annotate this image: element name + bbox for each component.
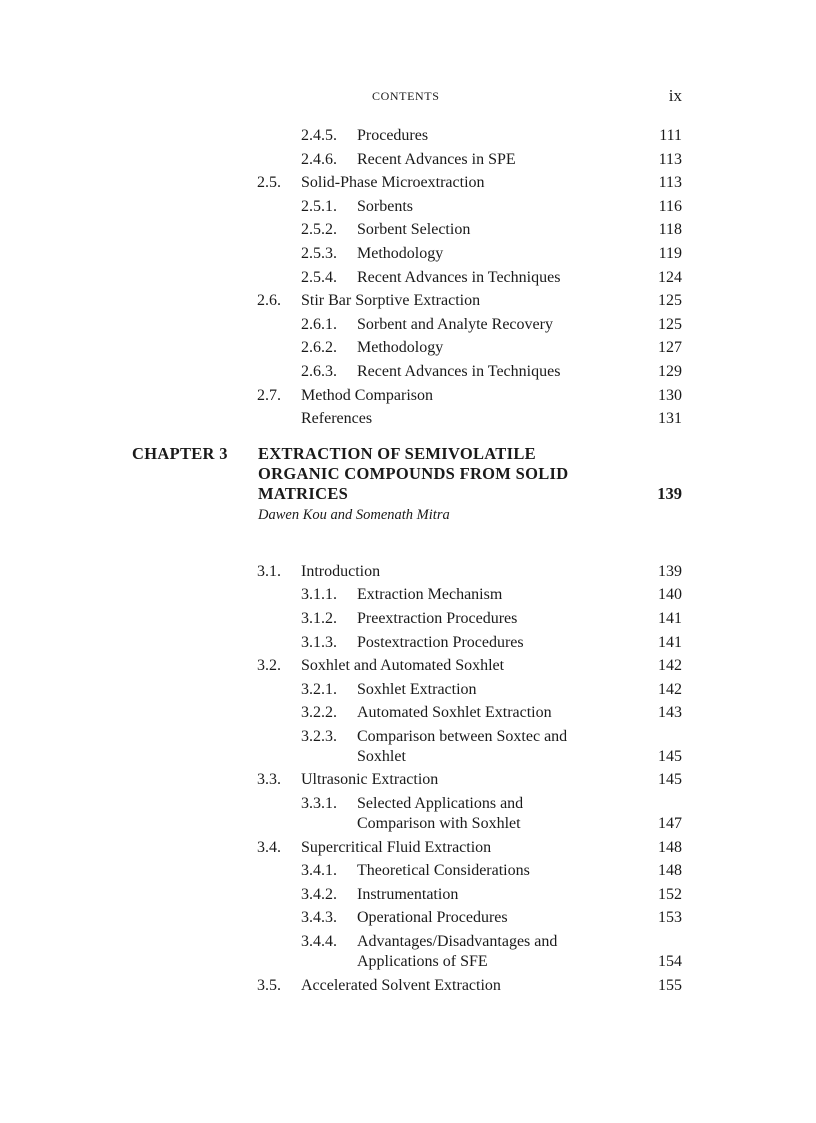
toc-entry-title: Ultrasonic Extraction (301, 771, 439, 789)
chapter-title-line: MATRICES (258, 484, 349, 504)
toc-entry-number: 2.5. (257, 174, 281, 192)
toc-entry (0, 607, 816, 631)
toc-entry-title: Method Comparison (301, 386, 433, 404)
toc-entry-page: 111 (659, 127, 682, 144)
toc-entry-title: Recent Advances in Techniques (357, 362, 561, 380)
chapter-title-line: EXTRACTION OF SEMIVOLATILE (258, 443, 536, 463)
chapter-label: CHAPTER 3 (132, 443, 228, 463)
toc-entry-number: 3.1.1. (301, 586, 337, 604)
toc-entry-title-line: Applications of SFE (357, 953, 488, 971)
toc-entry (0, 631, 816, 655)
toc-entry (0, 171, 816, 195)
toc-entry-title: Methodology (357, 339, 444, 357)
toc-entry-number: 3.1.2. (301, 609, 337, 627)
toc-entry-number: 2.5.2. (301, 221, 337, 239)
toc-entry-title: Recent Advances in SPE (357, 150, 516, 168)
toc-entry-title-line: Comparison with Soxhlet (357, 815, 521, 833)
toc-entry-number: 2.5.4. (301, 268, 337, 286)
toc-entry-title: Operational Procedures (357, 909, 508, 927)
chapter-heading (0, 444, 816, 560)
toc-entry-number: 3.2.3. (301, 727, 337, 745)
toc-entry-title: Stir Bar Sorptive Extraction (301, 292, 481, 310)
toc-entry-number: 3.4.4. (301, 933, 337, 951)
toc-entry-number: 2.5.3. (301, 244, 337, 262)
toc-entry-page: 148 (658, 862, 682, 880)
toc-entry (0, 974, 816, 998)
toc-entry-title: References (301, 410, 373, 428)
toc-entry-title-line: Soxhlet (357, 747, 406, 765)
toc-entry-title-line: Comparison between Soxtec and (357, 727, 568, 745)
toc-entry-page: 125 (658, 292, 682, 310)
toc-entry-number: 2.4.5. (301, 127, 337, 144)
table-of-contents (0, 124, 816, 997)
toc-entry-page: 116 (658, 197, 682, 215)
toc-entry-number: 2.6. (257, 292, 281, 310)
toc-entry-page: 113 (658, 150, 682, 168)
toc-entry-page: 148 (658, 838, 682, 856)
toc-entry-page: 153 (658, 909, 682, 927)
toc-entry-title: Supercritical Fluid Extraction (301, 838, 492, 856)
toc-entry (0, 583, 816, 607)
toc-entry (0, 218, 816, 242)
toc-entry-number: 3.2.1. (301, 680, 337, 698)
toc-entry-page: 124 (658, 268, 682, 286)
toc-entry (0, 654, 816, 678)
chapter-page-number: 139 (657, 484, 682, 504)
toc-entries-chapter-2 (0, 124, 816, 431)
toc-entry-title: Sorbent Selection (357, 221, 471, 239)
toc-entry-number: 2.7. (257, 386, 281, 404)
toc-entry-title: Sorbents (357, 197, 413, 215)
toc-entry-number: 3.3. (257, 771, 281, 789)
toc-entry-number: 2.6.2. (301, 339, 337, 357)
toc-entry-title-line: Selected Applications and (357, 795, 524, 813)
toc-entries-chapter-3 (0, 560, 816, 998)
toc-entry-title: Postextraction Procedures (357, 633, 524, 651)
toc-entry-page: 154 (658, 953, 682, 971)
toc-entry-number: 3.4.2. (301, 885, 337, 903)
toc-entry-page: 155 (658, 976, 682, 994)
toc-entry-title: Theoretical Considerations (357, 862, 530, 880)
toc-entry-number: 2.5.1. (301, 197, 337, 215)
toc-entry-page: 142 (658, 680, 682, 698)
toc-entry (0, 678, 816, 702)
toc-entry (0, 725, 816, 769)
toc-entry-title: Sorbent and Analyte Recovery (357, 315, 553, 333)
toc-entry-title: Extraction Mechanism (357, 586, 503, 604)
page-number: ix (668, 86, 682, 105)
toc-entry-number: 3.1.3. (301, 633, 337, 651)
toc-entry-page: 129 (658, 362, 682, 380)
toc-entry-title: Accelerated Solvent Extraction (301, 976, 501, 994)
toc-entry-page: 125 (658, 315, 682, 333)
toc-entry-page: 127 (658, 339, 682, 357)
running-title: CONTENTS (372, 89, 440, 103)
toc-entry (0, 266, 816, 290)
toc-entry-number: 3.3.1. (301, 795, 337, 813)
chapter-title-line: ORGANIC COMPOUNDS FROM SOLID (258, 464, 569, 484)
toc-entry-number: 2.6.3. (301, 362, 337, 380)
toc-entry (0, 906, 816, 930)
toc-entry-page: 141 (658, 609, 682, 627)
toc-entry-page: 113 (658, 174, 682, 192)
toc-entry-title: Procedures (357, 127, 429, 144)
toc-entry (0, 930, 816, 974)
toc-entry-number: 3.4. (257, 838, 281, 856)
toc-entry-number: 2.4.6. (301, 150, 337, 168)
toc-entry (0, 792, 816, 836)
toc-entry-title: Soxhlet Extraction (357, 680, 477, 698)
toc-entry (0, 289, 816, 313)
toc-entry-number: 3.2.2. (301, 704, 337, 722)
toc-entry-page: 142 (658, 657, 682, 675)
toc-entry-number: 3.2. (257, 657, 281, 675)
toc-entry-title: Introduction (301, 562, 381, 580)
toc-entry-page: 118 (658, 221, 682, 239)
toc-entry (0, 883, 816, 907)
toc-entry-page: 131 (658, 410, 682, 428)
toc-entry (0, 148, 816, 172)
toc-entry-page: 130 (658, 386, 682, 404)
toc-entry-page: 147 (658, 815, 682, 833)
toc-entry-page: 139 (658, 562, 682, 580)
toc-entry (0, 360, 816, 384)
toc-entry (0, 336, 816, 360)
chapter-title (258, 444, 638, 505)
chapter-authors: Dawen Kou and Somenath Mitra (258, 506, 450, 523)
toc-entry-title-line: Advantages/Disadvantages and (357, 933, 558, 951)
toc-entry-page: 119 (658, 244, 682, 262)
toc-entry (0, 384, 816, 408)
toc-entry (0, 836, 816, 860)
toc-entry (0, 768, 816, 792)
toc-entry-title: Soxhlet and Automated Soxhlet (301, 657, 505, 675)
toc-entry-page: 140 (658, 586, 682, 604)
toc-entry-page: 145 (658, 747, 682, 765)
toc-entry-title: Instrumentation (357, 885, 459, 903)
toc-entry (0, 124, 816, 148)
toc-entry (0, 313, 816, 337)
toc-entry-page: 145 (658, 771, 682, 789)
toc-entry-title: Preextraction Procedures (357, 609, 518, 627)
toc-entry-title (357, 794, 523, 834)
toc-entry (0, 701, 816, 725)
toc-entry (0, 560, 816, 584)
toc-entry-page: 152 (658, 885, 682, 903)
toc-entry-number: 2.6.1. (301, 315, 337, 333)
toc-entry-page: 143 (658, 704, 682, 722)
toc-entry-number: 3.4.1. (301, 862, 337, 880)
toc-entry (0, 859, 816, 883)
toc-entry-title: Methodology (357, 244, 444, 262)
toc-entry (0, 195, 816, 219)
toc-entry (0, 242, 816, 266)
toc-entry-number: 3.1. (257, 562, 281, 580)
toc-entry-title: Automated Soxhlet Extraction (357, 704, 552, 722)
toc-entry-page: 141 (658, 633, 682, 651)
toc-entry-title: Solid-Phase Microextraction (301, 174, 485, 192)
toc-entry-number: 3.4.3. (301, 909, 337, 927)
toc-entry (0, 407, 816, 431)
running-head (0, 88, 816, 106)
toc-entry-number: 3.5. (257, 976, 281, 994)
toc-entry-title (357, 932, 557, 972)
toc-entry-title (357, 727, 567, 767)
toc-entry-title: Recent Advances in Techniques (357, 268, 561, 286)
